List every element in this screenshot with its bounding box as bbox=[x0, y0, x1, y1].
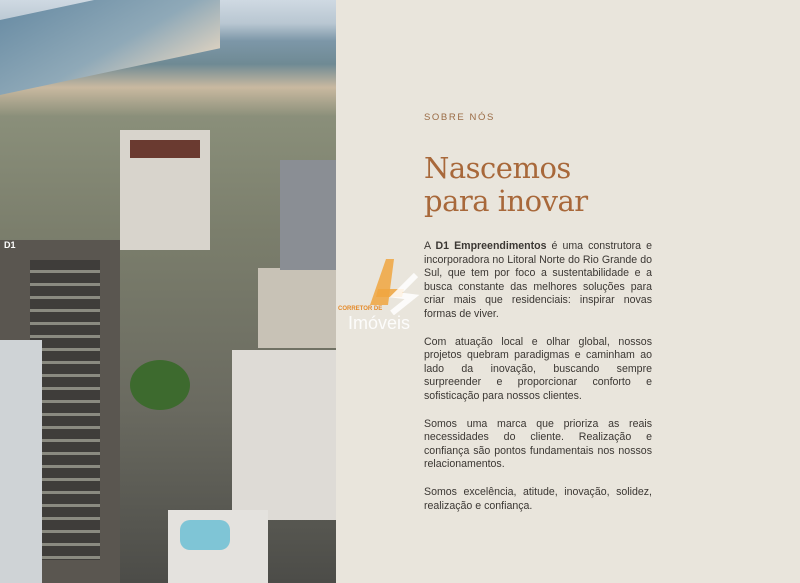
title-line-1: Nascemos bbox=[424, 151, 571, 185]
paragraph: Somos excelência, atitude, inovação, solidez, realização e confiança. bbox=[424, 485, 652, 512]
title-line-2: para inovar bbox=[424, 184, 588, 218]
tree bbox=[130, 360, 190, 410]
watermark-logo bbox=[338, 255, 433, 335]
sea bbox=[0, 0, 220, 95]
paragraph: Com atuação local e olhar global, nossos projetos quebram paradigmas e caminham ao lado da inovação, buscando sempre surpreender e proporcionar conforto e sofisticação para nossos clientes. bbox=[424, 335, 652, 402]
about-text bbox=[424, 240, 652, 527]
paragraph: Somos uma marca que prioriza as reais necessidades do cliente. Realização e confiança são pontos fundamentais nos nossos relacionamentos. bbox=[424, 417, 652, 471]
pool bbox=[180, 520, 230, 550]
text: A bbox=[424, 240, 436, 252]
paragraph bbox=[424, 240, 652, 322]
text: é uma construtora e incorporadora no Litoral Norte do Rio Grande do Sul, que tem por foco a sustentabilidade e a busca constante das melhores soluções para criar mais que residenciais: inspirar novas formas de viver. bbox=[424, 240, 652, 320]
building-sign: D1 bbox=[4, 240, 16, 250]
aerial-city-photo bbox=[0, 0, 336, 583]
page-title bbox=[424, 152, 588, 218]
building bbox=[258, 268, 336, 348]
building bbox=[280, 160, 336, 270]
building bbox=[0, 340, 42, 583]
section-label: SOBRE NÓS bbox=[424, 112, 495, 123]
building bbox=[232, 350, 336, 520]
watermark-top: CORRETOR DE bbox=[338, 306, 383, 312]
company-name: D1 Empreendimentos bbox=[435, 240, 547, 252]
building-roof bbox=[130, 140, 200, 158]
watermark-bottom: Imóveis bbox=[348, 313, 411, 333]
